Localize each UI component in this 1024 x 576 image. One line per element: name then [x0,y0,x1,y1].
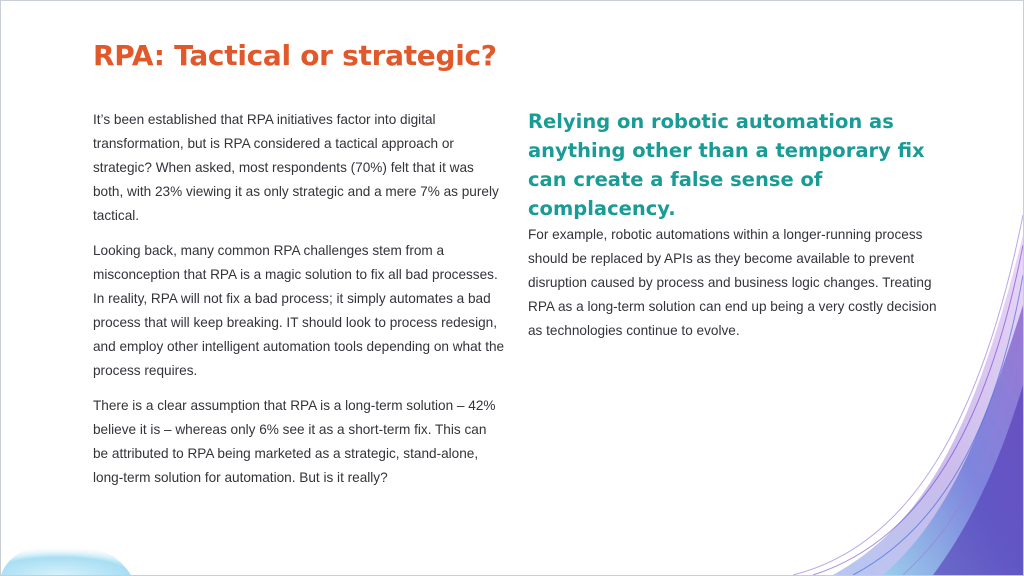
left-column [93,108,505,501]
decorative-wave-graphic [773,215,1023,575]
paragraph-long-term-assumption: There is a clear assumption that RPA is a long-term solution – 42% believe it is – whereas only 6% see it as a short-term fix. This can be attributed to RPA being marketed as a strategic, stand-alone, long-term solution for automation. But is it really? [93,398,496,485]
callout-quote: Relying on robotic automation as anything other than a temporary fix can create a false sense of complacency. [528,110,925,220]
paragraph-tactical-strategic: It’s been established that RPA initiatives factor into digital transformation, but is RPA considered a tactical approach or strategic? When asked, most respondents (70%) felt that it was both, with 23% viewing it as only strategic and a mere 7% as purely tactical. [93,112,499,223]
page-title: RPA: Tactical or strategic? [93,39,497,72]
paragraph-example: For example, robotic automations within a longer-running process should be replaced by APIs as they become available to prevent disruption caused by process and business logic changes. Treating RPA as a long-term solution can end up being a very costly decision as technologies continue to evolve. [528,227,937,338]
decorative-bubble-graphic [1,525,131,575]
paragraph-misconception: Looking back, many common RPA challenges stem from a misconception that RPA is a magic solution to fix all bad processes. In reality, RPA will not fix a bad process; it simply automates a bad process that will keep breaking. IT should look to process redesign, and employ other intelligent automation tools depending on what the process requires. [93,243,505,378]
